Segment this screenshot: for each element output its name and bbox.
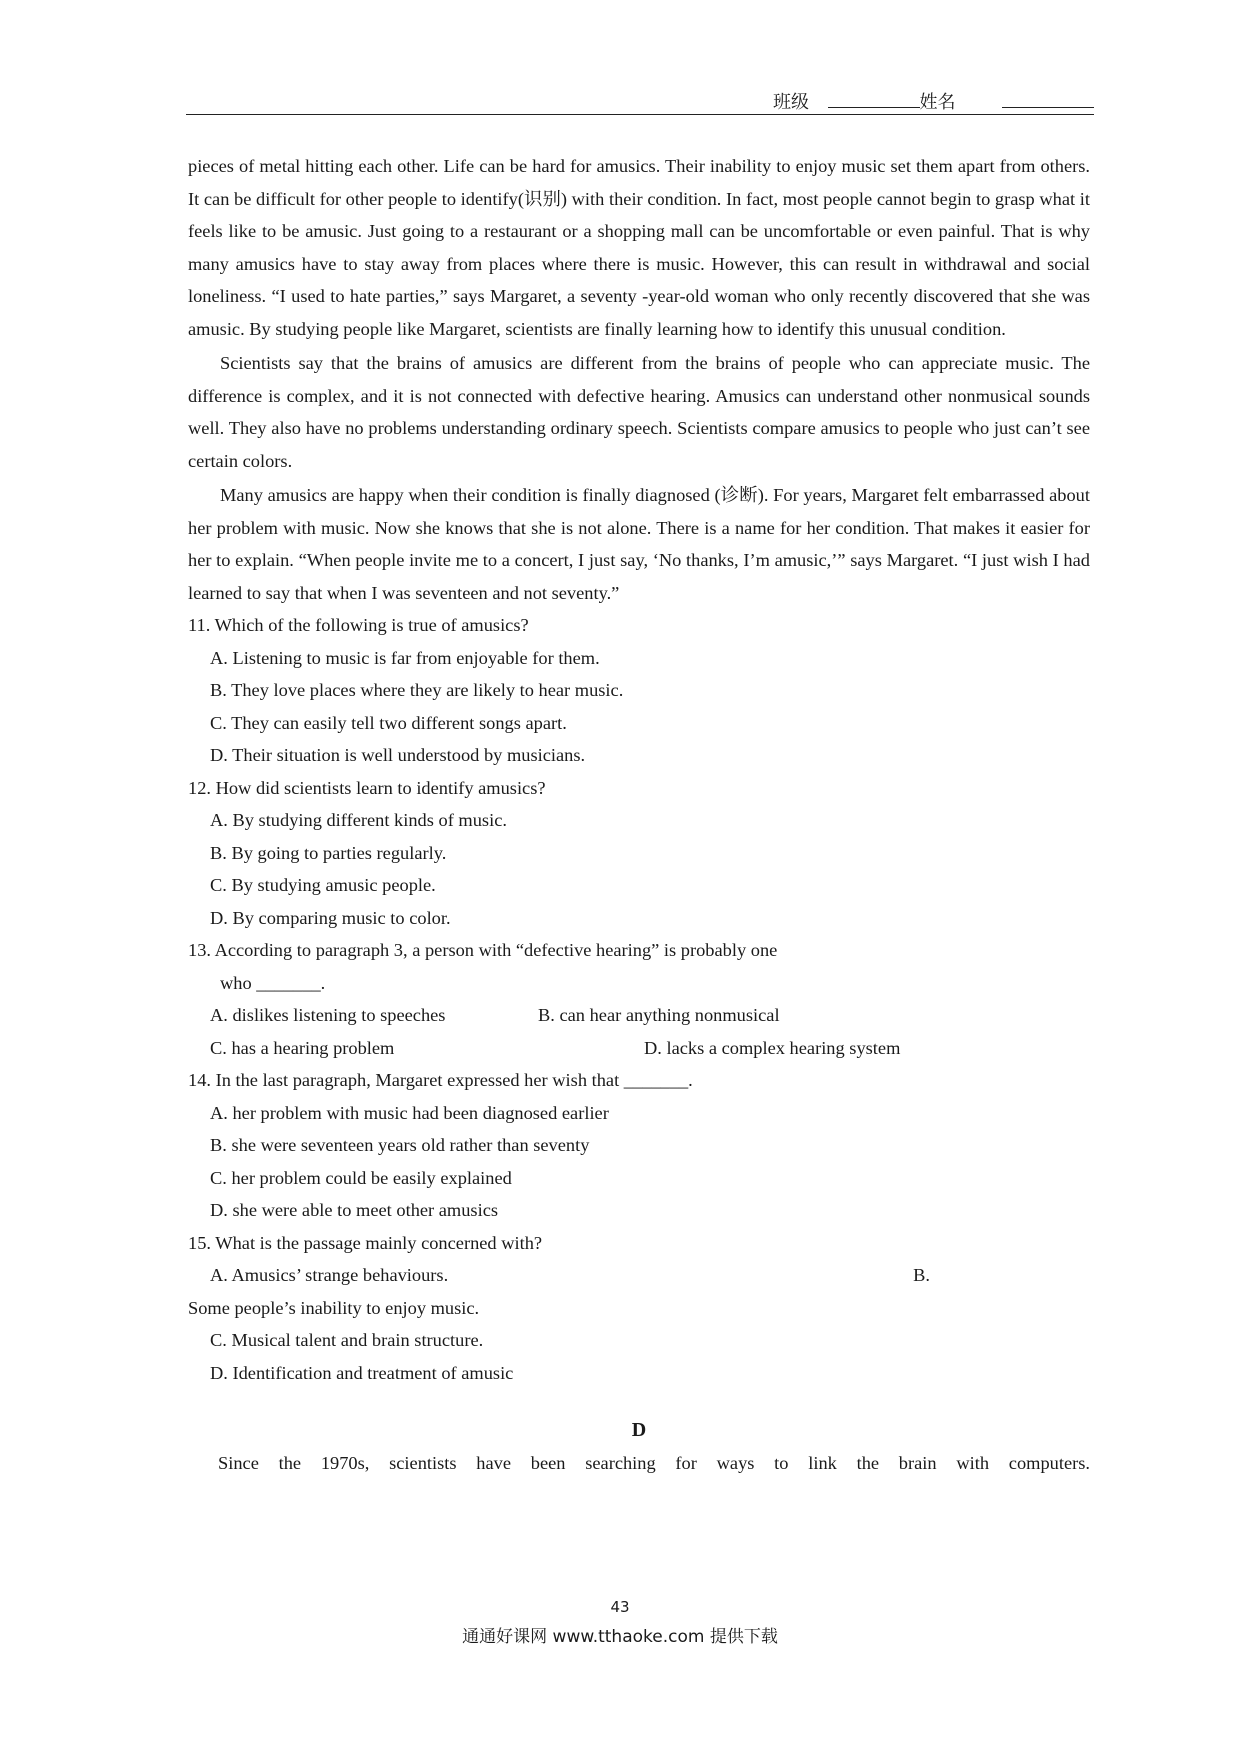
question-12 (188, 772, 1090, 935)
passage-paragraph-1: pieces of metal hitting each other. Life can be hard for amusics. Their inability to enjoy music set them apart from others. It can be difficult for other people to identify(识别) with their condition. In fact, most people cannot begin to grasp what it feels like to be amusic. Just going to a restaurant or a shopping mall can be uncomfortable or even painful. That is why many amusics have to stay away from places where there is music. However, this can result in withdrawal and social loneliness. “I used to hate parties,” says Margaret, a seventy -year-old woman who only recently discovered that she was amusic. By studying people like Margaret, scientists are finally learning how to identify this unusual condition. (188, 156, 1090, 339)
option-b: B. They love places where they are likely to hear music. (210, 680, 624, 700)
section-heading-d: D (631, 1419, 647, 1441)
option-b-text: Some people’s inability to enjoy music. (188, 1297, 480, 1318)
option-b: B. By going to parties regularly. (210, 842, 447, 863)
class-label: 班级 (773, 92, 809, 112)
option-c: C. They can easily tell two different songs apart. (210, 712, 567, 733)
option-c: C. Musical talent and brain structure. (210, 1330, 484, 1350)
footer-site-text: 通通好课网 www.tthaoke.com 提供下载 (462, 1627, 778, 1647)
options-row-1 (188, 1259, 1090, 1292)
question-11 (188, 609, 1090, 772)
name-label: 姓名 (919, 92, 956, 112)
section-d-lead: Since the 1970s, scientists have been searching for ways to link the brain with computers. (218, 1453, 1090, 1473)
question-14 (188, 1064, 1090, 1227)
option-a: A. dislikes listening to speeches (210, 1005, 446, 1025)
option-d: D. lacks a complex hearing system (644, 1037, 901, 1058)
name-blank (1002, 93, 1094, 108)
question-stem: 12. How did scientists learn to identify amusics? (188, 777, 546, 798)
question-15 (188, 1227, 1090, 1390)
question-13 (188, 934, 1090, 1064)
question-stem: 11. Which of the following is true of amusics? (188, 615, 529, 635)
options-row-2 (188, 1032, 1090, 1065)
student-info (773, 88, 1094, 114)
option-a: A. By studying different kinds of music. (210, 810, 507, 830)
option-b: B. can hear anything nonmusical (538, 1005, 780, 1025)
option-d: D. By comparing music to color. (210, 907, 451, 928)
passage-paragraph-2: Scientists say that the brains of amusics are different from the brains of people who can appreciate music. The difference is complex, and it is not connected with defective hearing. Amusics can understand other nonmusical sounds well. They also have no problems understanding ordinary speech. Scientists compare amusics to people who just can’t see certain colors. (188, 353, 1090, 471)
question-stem: 14. In the last paragraph, Margaret expressed her wish that _______. (188, 1070, 693, 1090)
page-header (186, 84, 1094, 115)
class-blank (828, 93, 920, 108)
option-a: A. Listening to music is far from enjoyable for them. (210, 647, 600, 668)
option-c: C. has a hearing problem (210, 1037, 395, 1058)
option-b-prefix: B. (913, 1265, 930, 1285)
page-content (188, 150, 1090, 1480)
option-d: D. Identification and treatment of amusic (210, 1362, 514, 1383)
option-d: D. she were able to meet other amusics (210, 1200, 499, 1220)
question-stem-continued: who _______. (220, 972, 326, 993)
question-stem: 13. According to paragraph 3, a person with “defective hearing” is probably one (188, 940, 778, 960)
option-d: D. Their situation is well understood by musicians. (210, 745, 586, 765)
option-a: A. Amusics’ strange behaviours. (210, 1265, 449, 1285)
option-b: B. she were seventeen years old rather than seventy (210, 1135, 590, 1155)
passage-paragraph-3: Many amusics are happy when their condition is finally diagnosed (诊断). For years, Margaret felt embarrassed about her problem with music. Now she knows that she is not alone. There is a name for her condition. That makes it easier for her to explain. “When people invite me to a concert, I just say, ‘No thanks, I’m amusic,’” says Margaret. “I just wish I had learned to say that when I was seventeen and not seventy.” (188, 485, 1090, 603)
option-a: A. her problem with music had been diagnosed earlier (210, 1102, 609, 1123)
option-c: C. By studying amusic people. (210, 875, 436, 895)
question-stem: 15. What is the passage mainly concerned with? (188, 1232, 543, 1253)
option-c: C. her problem could be easily explained (210, 1167, 512, 1188)
page-number: 43 (610, 1598, 630, 1616)
options-row-1 (188, 999, 1090, 1032)
